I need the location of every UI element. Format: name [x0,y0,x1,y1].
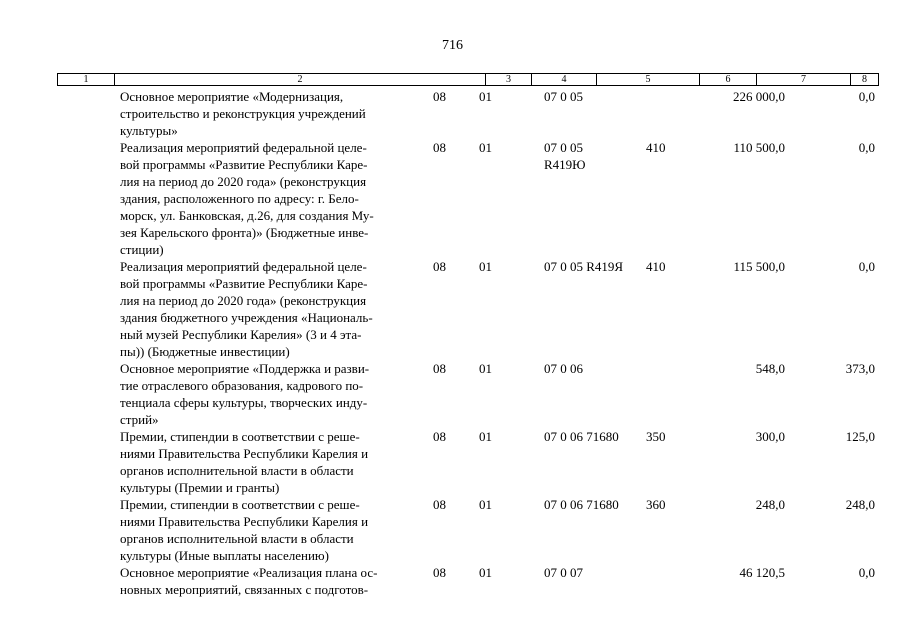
budget-table-body [0,88,905,598]
amount-year-2: 0,0 [858,89,875,104]
row-description [120,496,420,564]
target-article-code: 07 0 05 [544,89,583,104]
description-line: ный музей Республики Карелия» (3 и 4 эта- [120,327,362,342]
description-line: строительство и реконструкция учреждений [120,106,366,121]
expense-type-code: 410 [646,140,666,155]
description-line: зея Карельского фронта)» (Бюджетные инве- [120,225,369,240]
row-description [120,88,420,139]
row-description [120,428,420,496]
table-row [0,496,905,564]
section-code: 08 [433,565,446,580]
amount-year-2: 373,0 [845,361,875,376]
description-line: здания бюджетного учреждения «Националь- [120,310,373,325]
amount-year-2: 248,0 [845,497,875,512]
description-line: ниями Правительства Республики Карелия и [120,514,369,529]
table-row [0,428,905,496]
target-article-code: 07 0 06 71680 [544,429,619,444]
header-col-8: 8 [862,74,867,85]
description-line: стиции) [120,242,164,257]
description-line: стрий» [120,412,159,427]
description-line: тие отраслевого образования, кадрового по- [120,378,364,393]
description-line: Премии, стипендии в соответствии с реше- [120,429,360,444]
description-line: Реализация мероприятий федеральной целе- [120,259,367,274]
section-code: 08 [433,497,446,512]
section-code: 08 [433,140,446,155]
section-code: 08 [433,89,446,104]
amount-year-2: 125,0 [845,429,875,444]
target-article-code-line: R419Ю [544,157,586,172]
target-article-code [544,139,586,173]
description-line: лия на период до 2020 года» (реконструкция [120,293,367,308]
description-line: органов исполнительной власти в области [120,531,354,546]
header-col-1: 1 [83,74,89,85]
description-line: лия на период до 2020 года» (реконструкция [120,174,367,189]
description-line: Реализация мероприятий федеральной целе- [120,140,367,155]
target-article-code: 07 0 06 71680 [544,497,619,512]
header-col-2: 2 [297,74,303,85]
description-line: ниями Правительства Республики Карелия и [120,446,369,461]
description-line: культуры» [120,123,178,138]
amount-year-1: 226 000,0 [733,89,785,104]
section-code: 08 [433,259,446,274]
subsection-code: 01 [479,429,492,444]
subsection-code: 01 [479,89,492,104]
header-col-5: 5 [645,74,651,85]
row-description [120,360,420,428]
page-number: 716 [442,38,463,53]
section-code: 08 [433,429,446,444]
description-line: Основное мероприятие «Поддержка и разви- [120,361,370,376]
description-line: вой программы «Развитие Республики Каре- [120,276,368,291]
table-row [0,564,905,598]
table-row [0,139,905,258]
description-line: пы)) (Бюджетные инвестиции) [120,344,290,359]
header-col-4: 4 [561,74,567,85]
table-row [0,258,905,360]
target-article-code: 07 0 05 R419Я [544,259,624,274]
amount-year-2: 0,0 [858,565,875,580]
subsection-code: 01 [479,497,492,512]
description-line: вой программы «Развитие Республики Каре- [120,157,368,172]
description-line: новных мероприятий, связанных с подготов- [120,582,369,597]
table-row [0,88,905,139]
description-line: органов исполнительной власти в области [120,463,354,478]
row-description [120,139,420,258]
amount-year-2: 0,0 [858,259,875,274]
description-line: здания, расположенного по адресу: г. Бело- [120,191,359,206]
table-row [0,360,905,428]
target-article-code: 07 0 06 [544,361,583,376]
header-col-7: 7 [801,74,806,85]
subsection-code: 01 [479,361,492,376]
description-line: тенциала сферы культуры, творческих инду- [120,395,368,410]
amount-year-1: 548,0 [755,361,785,376]
subsection-code: 01 [479,565,492,580]
subsection-code: 01 [479,259,492,274]
row-description [120,564,420,598]
header-col-3: 3 [506,74,511,85]
table-header-row [57,73,879,86]
target-article-code-line: 07 0 05 [544,140,583,155]
section-code: 08 [433,361,446,376]
description-line: морск, ул. Банковская, д.26, для создания Му- [120,208,374,223]
expense-type-code: 360 [646,497,666,512]
amount-year-1: 110 500,0 [733,140,785,155]
amount-year-1: 46 120,5 [739,565,785,580]
description-line: Основное мероприятие «Реализация плана ос- [120,565,378,580]
amount-year-1: 300,0 [755,429,785,444]
header-col-6: 6 [725,74,731,85]
description-line: Основное мероприятие «Модернизация, [120,89,344,104]
amount-year-1: 115 500,0 [733,259,785,274]
target-article-code: 07 0 07 [544,565,583,580]
amount-year-1: 248,0 [755,497,785,512]
description-line: культуры (Премии и гранты) [120,480,280,495]
expense-type-code: 410 [646,259,666,274]
amount-year-2: 0,0 [858,140,875,155]
description-line: Премии, стипендии в соответствии с реше- [120,497,360,512]
description-line: культуры (Иные выплаты населению) [120,548,329,563]
subsection-code: 01 [479,140,492,155]
expense-type-code: 350 [646,429,666,444]
row-description [120,258,420,360]
